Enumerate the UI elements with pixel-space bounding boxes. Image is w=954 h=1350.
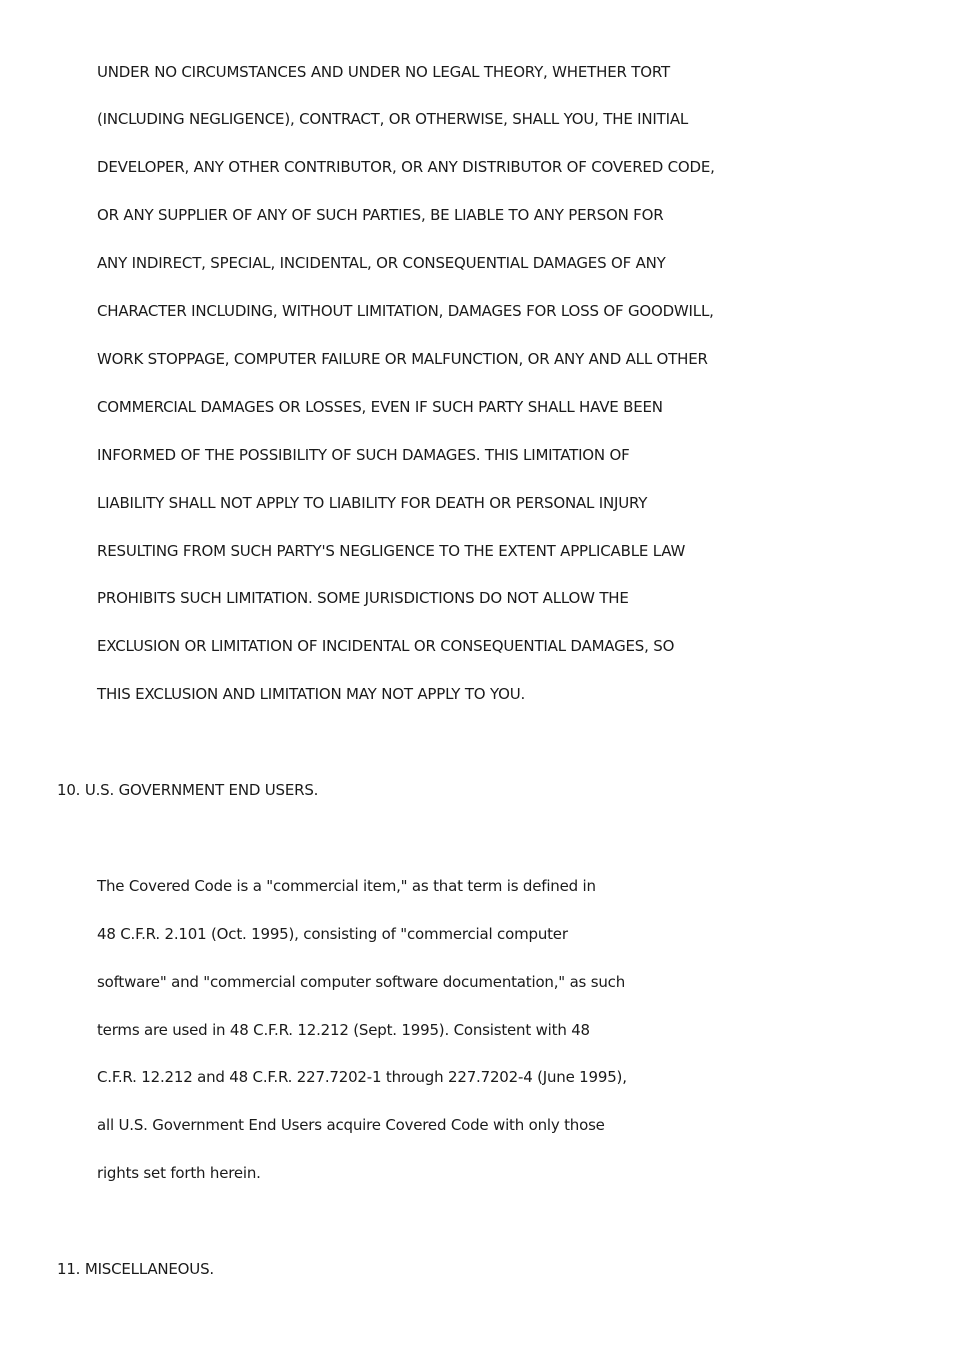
text-line: software" and "commercial computer software documentation," as such (97, 973, 626, 991)
text-line: all U.S. Government End Users acquire Covered Code with only those (97, 1116, 605, 1134)
text-line: rights set forth herein. (97, 1164, 261, 1182)
section-10-heading: 10. U.S. GOVERNMENT END USERS. (57, 781, 319, 799)
text-line: WORK STOPPAGE, COMPUTER FAILURE OR MALFUNCTION, OR ANY AND ALL OTHER (97, 350, 708, 368)
text-line: EXCLUSION OR LIMITATION OF INCIDENTAL OR CONSEQUENTIAL DAMAGES, SO (97, 637, 675, 655)
text-line: INFORMED OF THE POSSIBILITY OF SUCH DAMAGES. THIS LIMITATION OF (97, 446, 630, 464)
text-line: DEVELOPER, ANY OTHER CONTRIBUTOR, OR ANY DISTRIBUTOR OF COVERED CODE, (97, 158, 715, 176)
text-line: UNDER NO CIRCUMSTANCES AND UNDER NO LEGAL THEORY, WHETHER TORT (97, 63, 670, 81)
text-line: CHARACTER INCLUDING, WITHOUT LIMITATION, DAMAGES FOR LOSS OF GOODWILL, (97, 302, 714, 320)
text-line: LIABILITY SHALL NOT APPLY TO LIABILITY FOR DEATH OR PERSONAL INJURY (97, 494, 648, 512)
text-line: (INCLUDING NEGLIGENCE), CONTRACT, OR OTHERWISE, SHALL YOU, THE INITIAL (97, 110, 689, 128)
text-line: terms are used in 48 C.F.R. 12.212 (Sept. 1995). Consistent with 48 (97, 1021, 590, 1039)
text-line: The Covered Code is a "commercial item," as that term is defined in (97, 877, 596, 895)
text-line: 48 C.F.R. 2.101 (Oct. 1995), consisting of "commercial computer (97, 925, 568, 943)
section-11-heading: 11. MISCELLANEOUS. (57, 1260, 214, 1278)
text-line: PROHIBITS SUCH LIMITATION. SOME JURISDICTIONS DO NOT ALLOW THE (97, 589, 629, 607)
text-line: C.F.R. 12.212 and 48 C.F.R. 227.7202-1 through 227.7202-4 (June 1995), (97, 1068, 627, 1086)
text-line: OR ANY SUPPLIER OF ANY OF SUCH PARTIES, BE LIABLE TO ANY PERSON FOR (97, 206, 664, 224)
text-line: THIS EXCLUSION AND LIMITATION MAY NOT APPLY TO YOU. (97, 685, 526, 703)
text-line: ANY INDIRECT, SPECIAL, INCIDENTAL, OR CONSEQUENTIAL DAMAGES OF ANY (97, 254, 666, 272)
text-line: COMMERCIAL DAMAGES OR LOSSES, EVEN IF SUCH PARTY SHALL HAVE BEEN (97, 398, 663, 416)
text-line: RESULTING FROM SUCH PARTY'S NEGLIGENCE TO THE EXTENT APPLICABLE LAW (97, 542, 686, 560)
